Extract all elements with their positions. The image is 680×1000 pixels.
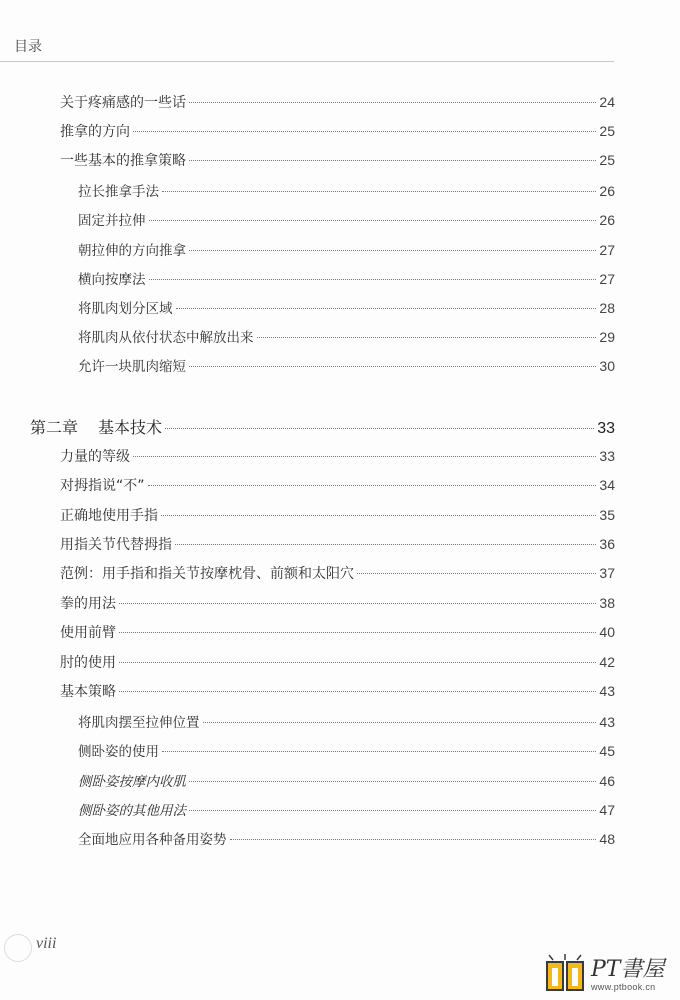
toc-entry-title: 关于疼痛感的一些话	[60, 95, 186, 111]
toc-subentry[interactable]	[78, 209, 615, 229]
chapter-title: 基本技术	[98, 418, 163, 437]
toc-chapter[interactable]	[30, 415, 615, 438]
toc-entry-page: 25	[599, 152, 615, 168]
toc-entry-title: 允许一块肌肉缩短	[78, 359, 186, 375]
dot-leader	[230, 838, 597, 840]
toc-subentry[interactable]	[78, 297, 615, 317]
toc-subentry[interactable]	[78, 711, 615, 731]
toc-entry-page: 47	[599, 802, 615, 818]
toc-entry-title: 侧卧姿按摩内收肌	[78, 774, 186, 790]
toc-entry-page: 29	[599, 329, 615, 345]
toc-entry-page: 27	[599, 271, 615, 287]
toc-entry-title: 固定并拉伸	[78, 213, 146, 229]
toc-entry-title: 侧卧姿的其他用法	[78, 803, 186, 819]
dot-leader	[162, 750, 596, 752]
toc-entry-page: 24	[599, 94, 615, 110]
toc-entry-title: 将肌肉摆至拉伸位置	[78, 715, 200, 731]
dot-leader	[203, 721, 597, 723]
dot-leader	[148, 484, 597, 486]
toc-entry-title: 对拇指说“不”	[60, 478, 145, 494]
toc-entry-title: 横向按摩法	[78, 272, 146, 288]
toc-entry-page: 30	[599, 358, 615, 374]
dot-leader	[133, 130, 596, 132]
toc-entry-title: 朝拉伸的方向推拿	[78, 243, 186, 259]
dot-leader	[165, 427, 594, 429]
toc-subentry[interactable]	[78, 268, 615, 288]
toc-entry-page: 42	[599, 654, 615, 670]
dot-leader	[149, 219, 597, 221]
toc-subentry[interactable]	[78, 770, 615, 790]
dot-leader	[176, 307, 597, 309]
toc-entry[interactable]	[60, 534, 615, 554]
dot-leader	[189, 365, 596, 367]
toc-entry-title: 全面地应用各种备用姿势	[78, 832, 227, 848]
toc-entry-page: 43	[599, 683, 615, 699]
toc-entry-page: 34	[599, 477, 615, 493]
dot-leader	[162, 190, 596, 192]
dot-leader	[189, 249, 596, 251]
toc-entry-title: 范例：用手指和指关节按摩枕骨、前额和太阳穴	[60, 566, 354, 582]
toc-entry-title: 基本策略	[60, 684, 116, 700]
toc-entry-page: 37	[599, 565, 615, 581]
toc-entry[interactable]	[60, 92, 615, 112]
toc-subentry[interactable]	[78, 828, 615, 848]
toc-entry-title: 侧卧姿的使用	[78, 744, 159, 760]
toc-entry-title: 推拿的方向	[60, 124, 130, 140]
toc-entry[interactable]	[60, 475, 615, 495]
page-folio: viii	[36, 935, 57, 952]
dot-leader	[133, 455, 596, 457]
toc-subentry[interactable]	[78, 740, 615, 760]
toc-entry-title: 一些基本的推拿策略	[60, 153, 186, 169]
book-icon	[545, 954, 585, 992]
toc-entry[interactable]	[60, 446, 615, 466]
dot-leader	[119, 631, 596, 633]
toc-entry[interactable]	[60, 622, 615, 642]
toc-entry-title: 力量的等级	[60, 449, 130, 465]
watermark-text: PT書屋	[591, 957, 665, 982]
toc-entry-page: 25	[599, 123, 615, 139]
dot-leader	[357, 572, 596, 574]
toc-chapter-page: 33	[597, 420, 615, 437]
toc-subentry[interactable]	[78, 355, 615, 375]
chapter-title-group	[30, 415, 162, 438]
toc-entry[interactable]	[60, 563, 615, 583]
dot-leader	[175, 543, 596, 545]
dot-leader	[189, 780, 596, 782]
toc-entry-page: 26	[599, 212, 615, 228]
toc-entry-title: 正确地使用手指	[60, 508, 158, 524]
dot-leader	[119, 661, 596, 663]
watermark-url: www.ptbook.cn	[591, 982, 656, 992]
toc-entry-title: 使用前臂	[60, 625, 116, 641]
toc-entry-page: 33	[599, 448, 615, 464]
toc-entry-page: 46	[599, 773, 615, 789]
toc-subentry[interactable]	[78, 326, 615, 346]
chapter-number: 第二章	[30, 418, 79, 437]
toc-subentry[interactable]	[78, 180, 615, 200]
toc-entry-page: 27	[599, 242, 615, 258]
toc-entry-title: 将肌肉划分区域	[78, 301, 173, 317]
dot-leader	[119, 690, 596, 692]
dot-leader	[257, 336, 597, 338]
toc-entry[interactable]	[60, 681, 615, 701]
toc-entry-page: 35	[599, 507, 615, 523]
toc-entry[interactable]	[60, 593, 615, 613]
toc-entry-title: 将肌肉从依付状态中解放出来	[78, 330, 254, 346]
toc-entry-title: 拉长推拿手法	[78, 184, 159, 200]
dot-leader	[161, 514, 596, 516]
toc-entry-title: 拳的用法	[60, 596, 116, 612]
toc-entry-page: 48	[599, 831, 615, 847]
toc-entry[interactable]	[60, 505, 615, 525]
toc-entry-page: 45	[599, 743, 615, 759]
toc-subentry[interactable]	[78, 239, 615, 259]
toc-subentry[interactable]	[78, 799, 615, 819]
dot-leader	[189, 101, 596, 103]
scan-circle-mark	[4, 934, 32, 962]
toc-entry-page: 40	[599, 624, 615, 640]
watermark-logo	[543, 952, 675, 996]
running-head: 目录	[14, 39, 42, 55]
toc-entry-page: 26	[599, 183, 615, 199]
toc-entry-title: 用指关节代替拇指	[60, 537, 172, 553]
toc-entry-title: 肘的使用	[60, 655, 116, 671]
dot-leader	[189, 159, 596, 161]
toc-entry-page: 28	[599, 300, 615, 316]
toc-entry[interactable]	[60, 150, 615, 170]
dot-leader	[119, 602, 596, 604]
dot-leader	[149, 278, 597, 280]
toc-entry[interactable]	[60, 652, 615, 672]
dot-leader	[189, 809, 596, 811]
toc-entry[interactable]	[60, 121, 615, 141]
toc-entry-page: 43	[599, 714, 615, 730]
toc-entry-page: 38	[599, 595, 615, 611]
toc-entry-page: 36	[599, 536, 615, 552]
